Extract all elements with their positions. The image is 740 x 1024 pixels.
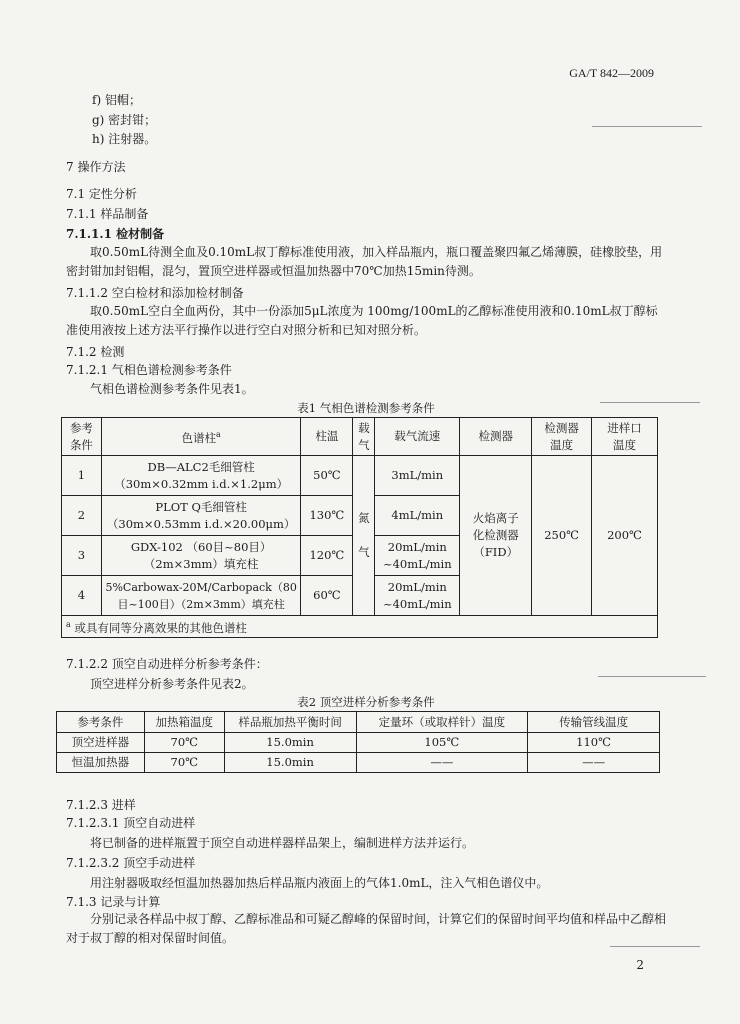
section-7-1-1-heading: 7.1.1 样品制备 [66, 207, 149, 221]
table1-caption: 表1 气相色谱检测参考条件 [297, 401, 435, 415]
scan-artifact [592, 126, 702, 127]
row2-temp: 130℃ [301, 496, 353, 536]
section-7-1-2-3-2-body: 用注射器吸取经恒温加热器加热后样品瓶内液面上的气体1.0mL，注入气相色谱仪中。 [90, 876, 549, 890]
det-temp-cell: 250℃ [532, 456, 592, 616]
table-row [57, 733, 660, 753]
inlet-temp-cell: 200℃ [592, 456, 658, 616]
section-7-1-2-3-2-heading: 7.1.2.3.2 顶空手动进样 [66, 856, 196, 870]
t2-r2-c5: —— [528, 753, 660, 773]
section-7-1-1-2-body: 取0.50mL空白全血两份，其中一份添加5μL浓度为 100mg/100mL的乙醇标准使用液和0.10mL叔丁醇标准使用液按上述方法平行操作以进行空白对照分析和已知对照分析。 [66, 304, 658, 337]
t2-header-param: 参考条件 [57, 712, 145, 733]
scan-artifact [600, 402, 700, 403]
section-7-1-2-3-1-body: 将已制备的进样瓶置于顶空自动进样器样品架上，编制进样方法并运行。 [90, 836, 475, 850]
section-7-1-2-2-heading: 7.1.2.2 顶空自动进样分析参考条件： [66, 657, 268, 671]
row3-no: 3 [62, 536, 102, 576]
section-7-1-2-1-heading: 7.1.2.1 气相色谱检测参考条件 [66, 363, 232, 377]
t2-header-loop: 定量环（或取样针）温度 [356, 712, 528, 733]
table1-header-row [62, 418, 658, 456]
table2 [56, 711, 660, 773]
scan-artifact [598, 676, 706, 677]
table1 [61, 417, 658, 638]
table-row [62, 456, 658, 496]
row2-no: 2 [62, 496, 102, 536]
row1-flow: 3mL/min [375, 456, 460, 496]
t2-r2-c4: —— [356, 753, 528, 773]
header-temp: 柱温 [301, 418, 353, 456]
t2-r2-c1: 恒温加热器 [57, 753, 145, 773]
row1-no: 1 [62, 456, 102, 496]
section-7-1-2-heading: 7.1.2 检测 [66, 345, 125, 359]
table2-header-row [57, 712, 660, 733]
list-item-g: g) 密封钳； [92, 113, 157, 127]
row4-no: 4 [62, 576, 102, 616]
header-param: 参考 条件 [62, 418, 102, 456]
table2-caption: 表2 顶空进样分析参考条件 [297, 695, 435, 709]
section-7-1-1-2-heading: 7.1.1.2 空白检材和添加检材制备 [66, 286, 244, 300]
section-7-1-1-1-heading: 7.1.1.1 检材制备 [66, 227, 165, 241]
carrier-gas-cell: 氮 气 [353, 456, 375, 616]
header-column: 色谱柱$^a$ [101, 418, 301, 456]
row1-temp: 50℃ [301, 456, 353, 496]
t2-r2-c2: 70℃ [144, 753, 224, 773]
section-7-heading: 7 操作方法 [66, 160, 126, 174]
header-det-temp: 检测器 温度 [532, 418, 592, 456]
t2-r2-c3: 15.0min [224, 753, 356, 773]
section-7-1-2-3-1-heading: 7.1.2.3.1 顶空自动进样 [66, 816, 196, 830]
row4-flow: 20mL/min ~40mL/min [375, 576, 460, 616]
table1-note-row [62, 616, 658, 638]
t2-r1-c5: 110℃ [528, 733, 660, 753]
row3-flow: 20mL/min ~40mL/min [375, 536, 460, 576]
standard-code: GA/T 842—2009 [569, 66, 654, 80]
header-flow: 载气流速 [375, 418, 460, 456]
list-item-h: h) 注射器。 [92, 132, 157, 146]
header-detector: 检测器 [460, 418, 532, 456]
t2-r1-c3: 15.0min [224, 733, 356, 753]
row2-flow: 4mL/min [375, 496, 460, 536]
table-row [57, 753, 660, 773]
t2-header-oven: 加热箱温度 [144, 712, 224, 733]
t2-header-equil: 样品瓶加热平衡时间 [224, 712, 356, 733]
row4-temp: 60℃ [301, 576, 353, 616]
section-7-1-3-heading: 7.1.3 记录与计算 [66, 895, 161, 909]
section-7-1-2-2-body: 顶空进样分析参考条件见表2。 [90, 677, 254, 691]
t2-header-transfer: 传输管线温度 [528, 712, 660, 733]
row4-column: 5%Carbowax-20M/Carbopack（80 目~100目）（2m×3mm）填充柱 [101, 576, 301, 616]
scan-artifact [610, 946, 700, 947]
section-7-1-3-body: 分别记录各样品中叔丁醇、乙醇标准品和可疑乙醇峰的保留时间，计算它们的保留时间平均值和样品中乙醇相对于叔丁醇的相对保留时间值。 [66, 912, 667, 945]
row3-temp: 120℃ [301, 536, 353, 576]
row3-column: GDX-102 （60目~80目） （2m×3mm）填充柱 [101, 536, 301, 576]
t2-r1-c1: 顶空进样器 [57, 733, 145, 753]
header-carrier: 载 气 [353, 418, 375, 456]
header-inlet-temp: 进样口 温度 [592, 418, 658, 456]
section-7-1-2-3-heading: 7.1.2.3 进样 [66, 798, 136, 812]
row1-column: DB—ALC2毛细管柱 （30m×0.32mm i.d.×1.2μm） [101, 456, 301, 496]
page-number: 2 [636, 958, 644, 972]
row2-column: PLOT Q毛细管柱 （30m×0.53mm i.d.×20.00μm） [101, 496, 301, 536]
t2-r1-c4: 105℃ [356, 733, 528, 753]
section-7-1-2-1-body: 气相色谱检测参考条件见表1。 [90, 382, 254, 396]
table1-note: $^a$ 或具有同等分离效果的其他色谱柱 [62, 616, 658, 638]
section-7-1-1-1-body: 取0.50mL待测全血及0.10mL叔丁醇标准使用液，加入样品瓶内，瓶口覆盖聚四氟乙烯薄膜，硅橡胶垫，用密封钳加封铝帽，混匀，置顶空进样器或恒温加热器中70℃加热15min待测。 [66, 245, 663, 278]
list-item-f: f) 铝帽； [92, 93, 141, 107]
detector-cell: 火焰离子 化检测器 （FID） [460, 456, 532, 616]
t2-r1-c2: 70℃ [144, 733, 224, 753]
section-7-1-heading: 7.1 定性分析 [66, 187, 137, 201]
